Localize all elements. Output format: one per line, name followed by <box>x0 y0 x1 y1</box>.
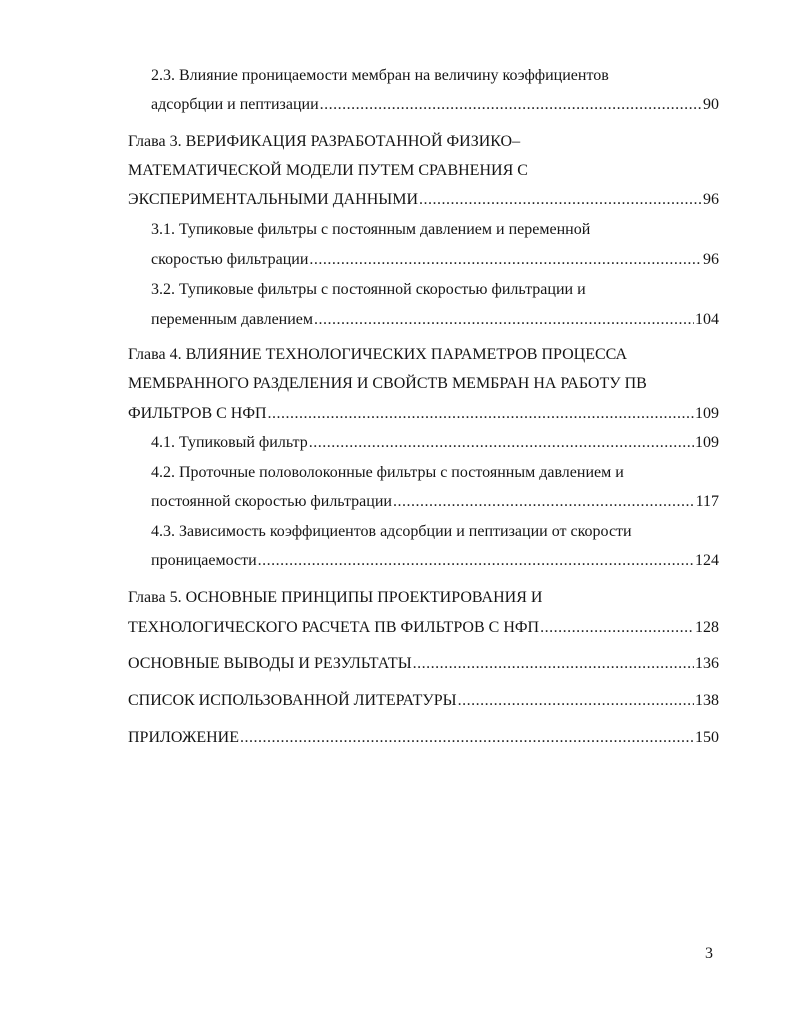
toc-entry-4-3-line1 <box>151 520 719 544</box>
toc-page-number: 117 <box>695 493 719 510</box>
toc-entry-text: переменным давлением <box>151 311 314 328</box>
dot-leader <box>540 616 694 640</box>
toc-entry-2-3-line1 <box>151 64 719 88</box>
toc-entry-4-2 <box>151 490 719 514</box>
toc-entry-text: ТЕХНОЛОГИЧЕСКОГО РАСЧЕТА ПВ ФИЛЬТРОВ С НФП <box>128 619 540 636</box>
toc-chapter-4 <box>128 402 719 426</box>
toc-entry-text: скоростью фильтрации <box>151 251 309 268</box>
toc-entry-text: 4.3. Зависимость коэффициентов адсорбции и пептизации от скорости <box>151 523 632 540</box>
dot-leader <box>258 549 694 573</box>
toc-entry-3-2 <box>151 308 719 332</box>
toc-entry-3-2-line1 <box>151 278 719 302</box>
toc-entry-text: ОСНОВНЫЕ ВЫВОДЫ И РЕЗУЛЬТАТЫ <box>128 655 412 672</box>
toc-page-number: 104 <box>695 311 719 328</box>
toc-chapter-4-line2 <box>128 372 719 396</box>
toc-entry-text: Глава 3. ВЕРИФИКАЦИЯ РАЗРАБОТАННОЙ ФИЗИКО– <box>128 133 521 150</box>
toc-entry-4-2-line1 <box>151 461 719 485</box>
toc-chapter-5 <box>128 616 719 640</box>
toc-chapter-3 <box>128 188 719 212</box>
toc-entry-4-1 <box>151 431 719 455</box>
toc-entry-text: 3.1. Тупиковые фильтры с постоянным давлением и переменной <box>151 221 591 238</box>
dot-leader <box>268 402 694 426</box>
toc-page-number: 138 <box>695 692 719 709</box>
dot-leader <box>309 248 702 272</box>
toc-entry-text: ФИЛЬТРОВ С НФП <box>128 405 267 422</box>
toc-page-number: 96 <box>703 191 719 208</box>
toc-page-number: 150 <box>695 729 719 746</box>
toc-entry-text: 4.2. Проточные половолоконные фильтры с постоянным давлением и <box>151 464 624 481</box>
toc-entry-text: Глава 4. ВЛИЯНИЕ ТЕХНОЛОГИЧЕСКИХ ПАРАМЕТРОВ ПРОЦЕССА <box>128 346 628 363</box>
toc-chapter-4-line1 <box>128 343 719 367</box>
toc-entry-text: МЕМБРАННОГО РАЗДЕЛЕНИЯ И СВОЙСТВ МЕМБРАН НА РАБОТУ ПВ <box>128 375 647 392</box>
toc-page-number: 109 <box>695 405 719 422</box>
dot-leader <box>320 93 702 117</box>
toc-entry-text: СПИСОК ИСПОЛЬЗОВАННОЙ ЛИТЕРАТУРЫ <box>128 692 457 709</box>
dot-leader <box>314 308 694 332</box>
toc-entry-3-1 <box>151 248 719 272</box>
toc-entry-text: 2.3. Влияние проницаемости мембран на величину коэффициентов <box>151 67 609 84</box>
toc-page-number: 96 <box>703 251 719 268</box>
toc-entry-text: 4.1. Тупиковый фильтр <box>151 434 308 451</box>
toc-entry-text: адсорбции и пептизации <box>151 96 319 113</box>
dot-leader <box>458 689 694 713</box>
toc-chapter-3-line2 <box>128 159 719 183</box>
toc-page-number: 124 <box>695 552 719 569</box>
toc-entry-text: 3.2. Тупиковые фильтры с постоянной скоростью фильтрации и <box>151 281 586 298</box>
toc-entry-2-3 <box>151 93 719 117</box>
toc-entry-text: постоянной скоростью фильтрации <box>151 493 392 510</box>
dot-leader <box>413 652 694 676</box>
toc-appendix <box>128 726 719 750</box>
toc-entry-text: проницаемости <box>151 552 257 569</box>
dot-leader <box>393 490 695 514</box>
toc-entry-3-1-line1 <box>151 218 719 242</box>
toc-page-number: 109 <box>695 434 719 451</box>
toc-chapter-5-line1 <box>128 586 719 610</box>
toc-entry-text: МАТЕМАТИЧЕСКОЙ МОДЕЛИ ПУТЕМ СРАВНЕНИЯ С <box>128 162 528 179</box>
toc-page-number: 90 <box>703 96 719 113</box>
toc-conclusions <box>128 652 719 676</box>
toc-entry-text: ПРИЛОЖЕНИЕ <box>128 729 240 746</box>
toc-page-number: 136 <box>695 655 719 672</box>
dot-leader <box>240 726 694 750</box>
toc-entry-4-3 <box>151 549 719 573</box>
dot-leader <box>309 431 694 455</box>
page-number: 3 <box>705 945 713 962</box>
toc-entry-text: Глава 5. ОСНОВНЫЕ ПРИНЦИПЫ ПРОЕКТИРОВАНИЯ И <box>128 589 543 606</box>
toc-entry-text: ЭКСПЕРИМЕНТАЛЬНЫМИ ДАННЫМИ <box>128 191 419 208</box>
toc-page-number: 128 <box>695 619 719 636</box>
dot-leader <box>419 188 702 212</box>
toc-chapter-3-line1 <box>128 130 719 154</box>
toc-references <box>128 689 719 713</box>
